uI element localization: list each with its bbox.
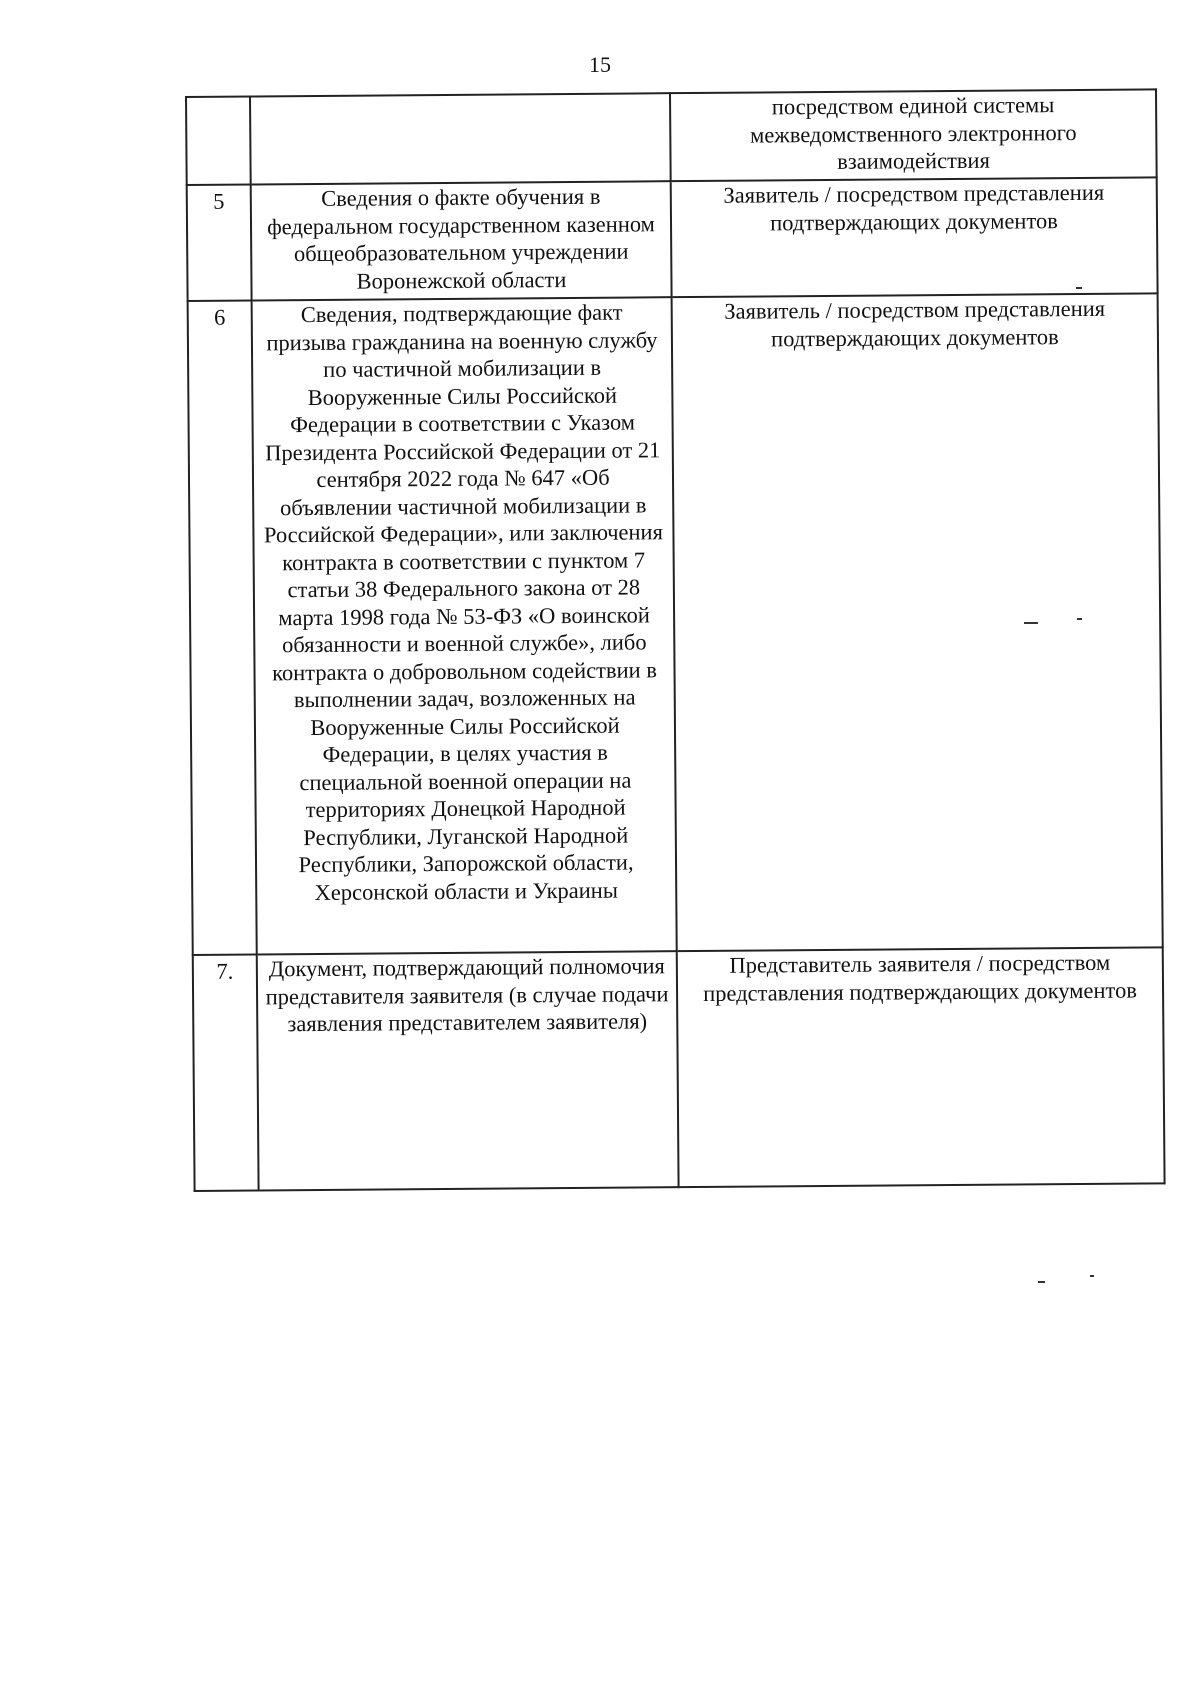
document-source-cell: Представитель заявителя / посредством представления подтверждающих документов — [677, 947, 1165, 1187]
table-row — [186, 89, 1157, 185]
document-source-cell: посредством единой системы межведомственного электронного взаимодействия — [670, 89, 1157, 181]
document-description-cell: Документ, подтверждающий полномочия представителя заявителя (в случае подачи заявления представителем заявителя) — [257, 951, 679, 1190]
document-description-cell: Сведения, подтверждающие факт призыва гражданина на военную службу по частичной мобилизации в Вооруженные Силы Российской Федерации в соответствии с Указом Президента Российской Федерации от 21 сентября 2022 года № 647 «Об объявлении частичной мобилизации в Российской Федерации», или заключения контракта в соответствии с пунктом 7 статьи 38 Федерального закона от 28 марта 1998 года № 53-ФЗ «О воинской обязанности и военной службе», либо контракта о добровольном содействии в выполнении задач, возложенных на Вооруженные Силы Российской Федерации, в целях участия в специальной военной операции на территориях Донецкой Народной Республики, Луганской Народной Республики, Запорожской области, Херсонской области и Украины — [252, 297, 677, 954]
row-number-cell: 7. — [193, 954, 259, 1190]
documents-table — [185, 88, 1166, 1192]
scan-mark — [1090, 1275, 1094, 1277]
scan-mark — [1077, 618, 1082, 620]
scan-mark — [1024, 622, 1038, 624]
page-number: 15 — [589, 52, 611, 77]
document-description-cell — [250, 93, 671, 184]
row-number-cell: 6 — [188, 300, 257, 954]
table-row — [187, 177, 1158, 301]
document-source-cell: Заявитель / посредством представления подтверждающих документов — [671, 177, 1158, 297]
scan-mark — [1038, 1281, 1045, 1283]
table-row — [193, 947, 1165, 1191]
row-number-cell: 5 — [187, 184, 252, 300]
scan-mark — [1076, 287, 1082, 289]
document-source-cell: Заявитель / посредством представления подтверждающих документов — [672, 293, 1163, 951]
row-number-cell — [186, 96, 251, 184]
document-description-cell: Сведения о факте обучения в федеральном государственном казенном общеобразовательном учреждении Воронежской области — [251, 181, 672, 300]
table-row — [188, 293, 1163, 955]
